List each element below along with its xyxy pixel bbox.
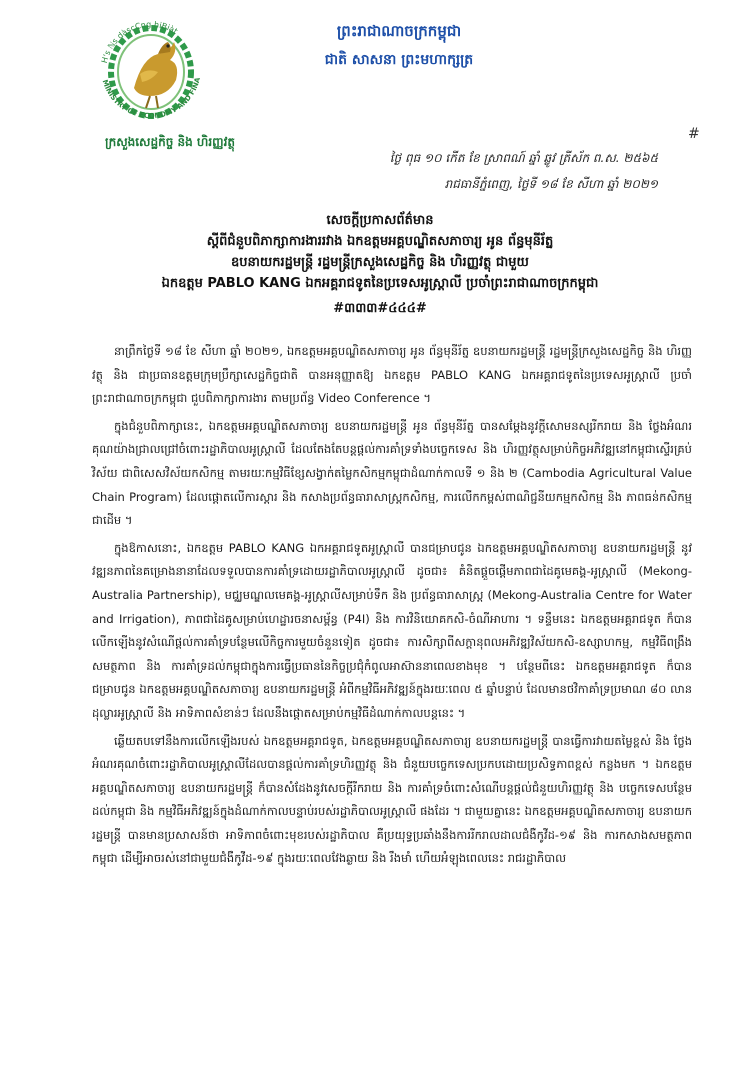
title-line-1: សេចក្តីប្រកាសព័ត៌មាន (326, 213, 434, 228)
reference-number: #៣៣៣#៤៤៤# (333, 301, 427, 316)
svg-text:MINISTRY OF ECONOMY AND FINANC: MINISTRY OF ECONOMY AND FINA (100, 76, 202, 121)
solar-date: រាជធានីភ្នំពេញ, ថ្ងៃទី ១៨ ខែ សីហា ឆ្នាំ ២០២១ (444, 177, 658, 191)
svg-text:H's ℕs dàscCng hiBiàt: H's ℕs dàscCng hiBiàt (99, 19, 180, 65)
national-motto: ជាតិ សាសនា ព្រះមហាក្សត្រ (324, 52, 474, 68)
ministry-name: ក្រសួងសេដ្ឋកិច្ច និង ហិរញ្ញវត្ថុ (105, 135, 235, 149)
kingdom-heading (294, 22, 504, 71)
ministry-logo (92, 8, 210, 136)
paragraph-1: នាព្រឹកថ្ងៃទី ១៨ ខែ សីហា ឆ្នាំ ២០២១, ឯកឧត្តមអគ្គបណ្ឌិតសភាចារ្យ អូន ព័ន្ធមុនីរ័ត្ន ឧបនាយករដ្ឋមន្ត្រី រដ្ឋមន្ត្រីក្រសួងសេដ្ឋកិច្ច និង ហិរញ្ញវត្ថុ និង ជាប្រធានឧត្តមក្រុមប្រឹក្សាសេដ្ឋកិច្ចជាតិ បានអនុញ្ញាតឱ្យ ឯកឧត្តម PABLO KANG ឯកអគ្គរាជទូតនៃប្រទេសអូស្ត្រាលី ប្រចាំព្រះរាជាណាចក្រកម្ពុជា ជួបពិភាក្សាការងារ តាមប្រព័ន្ធ Video Conference ។ (92, 344, 692, 406)
paragraph-4: ឆ្លើយតបទៅនឹងការលើកឡើងរបស់ ឯកឧត្តមអគ្គរាជទូត, ឯកឧត្តមអគ្គបណ្ឌិតសភាចារ្យ ឧបនាយករដ្ឋមន្ត្រី បានធ្វើការវាយតម្លៃខ្ពស់ និង ថ្លែងអំណរគុណចំពោះរដ្ឋាភិបាលអូស្ត្រាលីដែលបានផ្តល់ការគាំទ្រហិរញ្ញវត្ថុ និង ជំនួយបច្ចេកទេសប្រកបដោយប្រសិទ្ធភាពខ្ពស់ កន្លងមក ។ ឯកឧត្តមអគ្គបណ្ឌិតសភាចារ្យ ឧបនាយករដ្ឋមន្ត្រី ក៏បានសំដែងនូវសេចក្តីរីករាយ និង ការគាំទ្រចំពោះសំណើបន្តផ្តល់ជំនួយហិរញ្ញវត្ថុ និង បច្ចេកទេសបន្ថែមដល់កម្ពុជា និង កម្មវិធីអភិវឌ្ឍន៍ក្នុងដំណាក់កាលបន្ទាប់របស់រដ្ឋាភិបាលអូស្ត្រាលី ផងដែរ ។ ជាមួយគ្នានេះ ឯកឧត្តមអគ្គបណ្ឌិតសភាចារ្យ ឧបនាយករដ្ឋមន្ត្រី បានមានប្រសាសន៍ថា អាទិភាពចំពោះមុខរបស់រដ្ឋាភិបាល គឺប្រយុទ្ធប្រឆាំងនឹងការរីករាលដាលជំងឺកូវីដ-១៩ និង ការកសាងសមត្ថភាពកម្ពុជា ដើម្បីអាចរស់នៅជាមួយជំងឺកូវីដ-១៩ ក្នុងរយៈពេលវែងឆ្ងាយ និង រឹងមាំ ហើយអំឡុងពេលនេះ រាជរដ្ឋាភិបាល (92, 733, 692, 866)
ministry-seal-emblem (92, 8, 210, 136)
kingdom-name: ព្រះរាជាណាចក្រកម្ពុជា (336, 22, 462, 40)
hash-mark: # (688, 126, 700, 142)
title-line-4: ឯកឧត្តម PABLO KANG ឯកអគ្គរាជទូតនៃប្រទេសអូស្ត្រាលី ប្រចាំព្រះរាជាណាចក្រកម្ពុជា (161, 276, 599, 291)
title-line-3: ឧបនាយករដ្ឋមន្ត្រី រដ្ឋមន្ត្រីក្រសួងសេដ្ឋកិច្ច និង ហិរញ្ញវត្ថុ ជាមួយ (231, 255, 529, 270)
title-line-2: ស្តីពីជំនួបពិភាក្សាការងាររវាង ឯកឧត្តមអគ្គបណ្ឌិតសភាចារ្យ អូន ព័ន្ធមុនីរ័ត្ន (206, 234, 554, 249)
press-release-title (70, 210, 690, 294)
lunar-date: ថ្ងៃ ពុធ ១០ កើត ខែ ស្រាពណ៍ ឆ្នាំ ឆ្លូវ ត្រីស័ក ព.ស. ២៥៦៥ (389, 151, 658, 165)
paragraph-2: ក្នុងជំនួបពិភាក្សានេះ, ឯកឧត្តមអគ្គបណ្ឌិតសភាចារ្យ ឧបនាយករដ្ឋមន្ត្រី អូន ព័ន្ធមុនីរ័ត្ន បានសម្តែងនូវក្តីសោមនស្សរីករាយ និង ថ្លែងអំណរគុណយ៉ាងជ្រាលជ្រៅចំពោះរដ្ឋាភិបាលអូស្ត្រាលី ដែលតែងតែបន្តផ្តល់ការគាំទ្រទាំងបច្ចេកទេស និង ហិរញ្ញវត្ថុសម្រាប់កិច្ចអភិវឌ្ឍនៅកម្ពុជាស្ទើរគ្រប់វិស័យ ជាពិសេសវិស័យកសិកម្ម តាមរយៈកម្មវិធីខ្សែសង្វាក់តម្លៃកសិកម្មកម្ពុជាដំណាក់កាលទី ១ និង ២ (Cambodia Agricultural Value Chain Program) ដែលផ្តោតលើការស្តារ និង កសាងប្រព័ន្ធធារាសាស្ត្រកសិកម្ម, ការលើកកម្ពស់ពាណិជ្ជនីយកម្មកសិកម្ម និង ភាពធន់កសិកម្ម ជាដើម ។ (92, 418, 692, 528)
paragraph-3: ក្នុងឱកាសនោះ, ឯកឧត្តម PABLO KANG ឯកអគ្គរាជទូតអូស្ត្រាលី បានជម្រាបជូន ឯកឧត្តមអគ្គបណ្ឌិតសភាចារ្យ ឧបនាយករដ្ឋមន្ត្រី នូវវឌ្ឍនភាពនៃគម្រោងនានាដែលទទួលបានការគាំទ្រដោយរដ្ឋាភិបាលអូស្ត្រាលី ដូចជា៖ គំនិតផ្តួចផ្តើមភាពជាដៃគូមេគង្គ-អូស្ត្រាលី (Mekong-Australia Partnership), មជ្ឈមណ្ឌលមេគង្គ-អូស្ត្រាលីសម្រាប់ទឹក និង ប្រព័ន្ធធារាសាស្ត្រ (Mekong-Australia Centre for Water and Irrigation), ភាពជាដៃគូសម្រាប់ហេដ្ឋារចនាសម្ព័ន្ធ (P4I) និង ការវិនិយោគកសិ-ចំណីអាហារ ។ ទន្ទឹមនេះ ឯកឧត្តមអគ្គរាជទូត ក៏បានលើកឡើងនូវសំណើផ្តល់ការគាំទ្របន្ថែមលើកិច្ចការមួយចំនួនទៀត ដូចជា៖ ការសិក្សាពីសក្តានុពលអភិវឌ្ឍវិស័យកសិ-ឧស្សាហកម្ម, កម្មវិធីពង្រឹងសមត្ថភាព និង ការគាំទ្រដល់កម្ពុជាក្នុងការធ្វើប្រធាននៃកិច្ចប្រជុំកំពូលអាស៊ាននាពេលខាងមុខ ។ បន្ថែមពីនេះ ឯកឧត្តមអគ្គរាជទូត ក៏បានជម្រាបជូន ឯកឧត្តមអគ្គបណ្ឌិតសភាចារ្យ ឧបនាយករដ្ឋមន្ត្រី អំពីកម្មវិធីអភិវឌ្ឍន៍ក្នុងរយៈពេល ៥ ឆ្នាំបន្ទាប់ ដែលមានថវិកាគាំទ្រប្រមាណ ៨០ លានដុល្លារអូស្ត្រាលី និង អាទិភាពសំខាន់ៗ ដែលនឹងផ្តោតសម្រាប់កម្មវិធីដំណាក់កាលបន្តនេះ ។ (92, 540, 692, 720)
press-release-body (92, 340, 692, 875)
